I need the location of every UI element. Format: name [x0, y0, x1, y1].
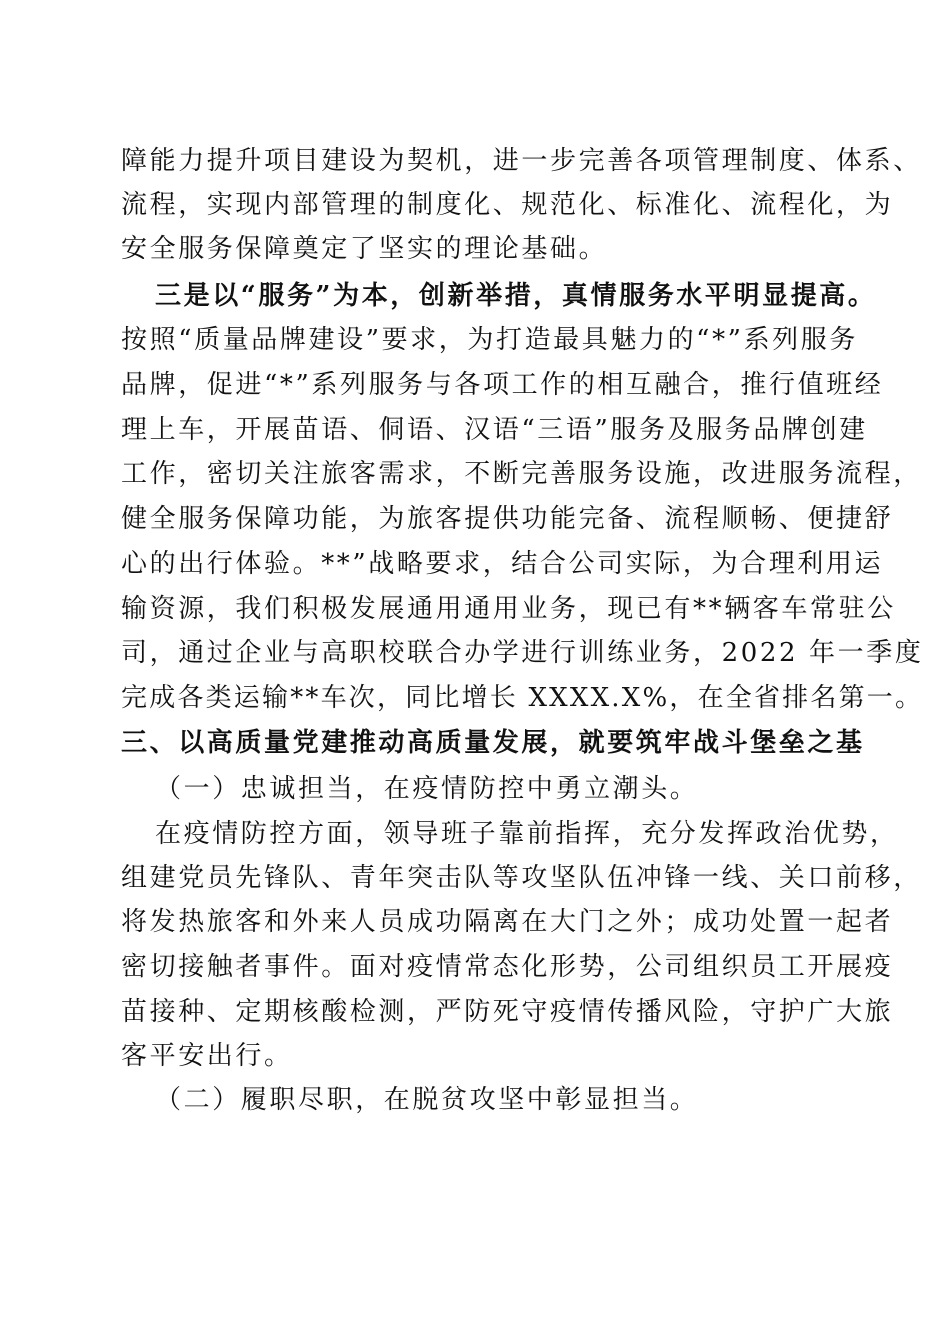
- paragraph-line: 司，通过企业与高职校联合办学进行训练业务，2022 年一季度: [121, 638, 924, 668]
- paragraph-line: 健全服务保障功能，为旅客提供功能完备、流程顺畅、便捷舒: [121, 504, 894, 534]
- paragraph-line: 品牌，促进“*”系列服务与各项工作的相互融合，推行值班经: [121, 370, 884, 400]
- paragraph-line: 工作，密切关注旅客需求，不断完善服务设施，改进服务流程，: [121, 459, 922, 489]
- paragraph-line: 理上车，开展苗语、侗语、汉语“三语”服务及服务品牌创建: [121, 415, 868, 445]
- paragraph-line: 按照“质量品牌建设”要求，为打造最具魅力的“*”系列服务: [121, 325, 858, 355]
- paragraph-line: 安全服务保障奠定了坚实的理论基础。: [121, 234, 608, 264]
- section-heading: 三、以高质量党建推动高质量发展，就要筑牢战斗堡垒之基: [121, 728, 865, 758]
- section-lead: 三是以“服务”为本，创新举措，真情服务水平明显提高。: [155, 281, 877, 311]
- paragraph-line: 障能力提升项目建设为契机，进一步完善各项管理制度、体系、: [121, 146, 922, 176]
- subheading: （一）忠诚担当，在疫情防控中勇立潮头。: [155, 774, 699, 804]
- paragraph-line: 流程，实现内部管理的制度化、规范化、标准化、流程化，为: [121, 190, 894, 220]
- paragraph-line: 完成各类运输**车次，同比增长 XXXX.X%，在全省排名第一。: [121, 683, 924, 713]
- paragraph-line: 在疫情防控方面，领导班子靠前指挥，充分发挥政治优势，: [155, 819, 899, 849]
- paragraph-line: 组建党员先锋队、青年突击队等攻坚队伍冲锋一线、关口前移，: [121, 863, 922, 893]
- paragraph-line: 苗接种、定期核酸检测，严防死守疫情传播风险，守护广大旅: [121, 997, 894, 1027]
- paragraph-line: 客平安出行。: [121, 1041, 293, 1071]
- paragraph-line: 密切接触者事件。面对疫情常态化形势，公司组织员工开展疫: [121, 952, 894, 982]
- paragraph-line: 输资源，我们积极发展通用通用业务，现已有**辆客车常驻公: [121, 594, 896, 624]
- paragraph-line: 将发热旅客和外来人员成功隔离在大门之外；成功处置一起者: [121, 907, 894, 937]
- paragraph-line: 心的出行体验。**”战略要求，结合公司实际，为合理利用运: [121, 549, 884, 579]
- subheading: （二）履职尽职，在脱贫攻坚中彰显担当。: [155, 1085, 699, 1115]
